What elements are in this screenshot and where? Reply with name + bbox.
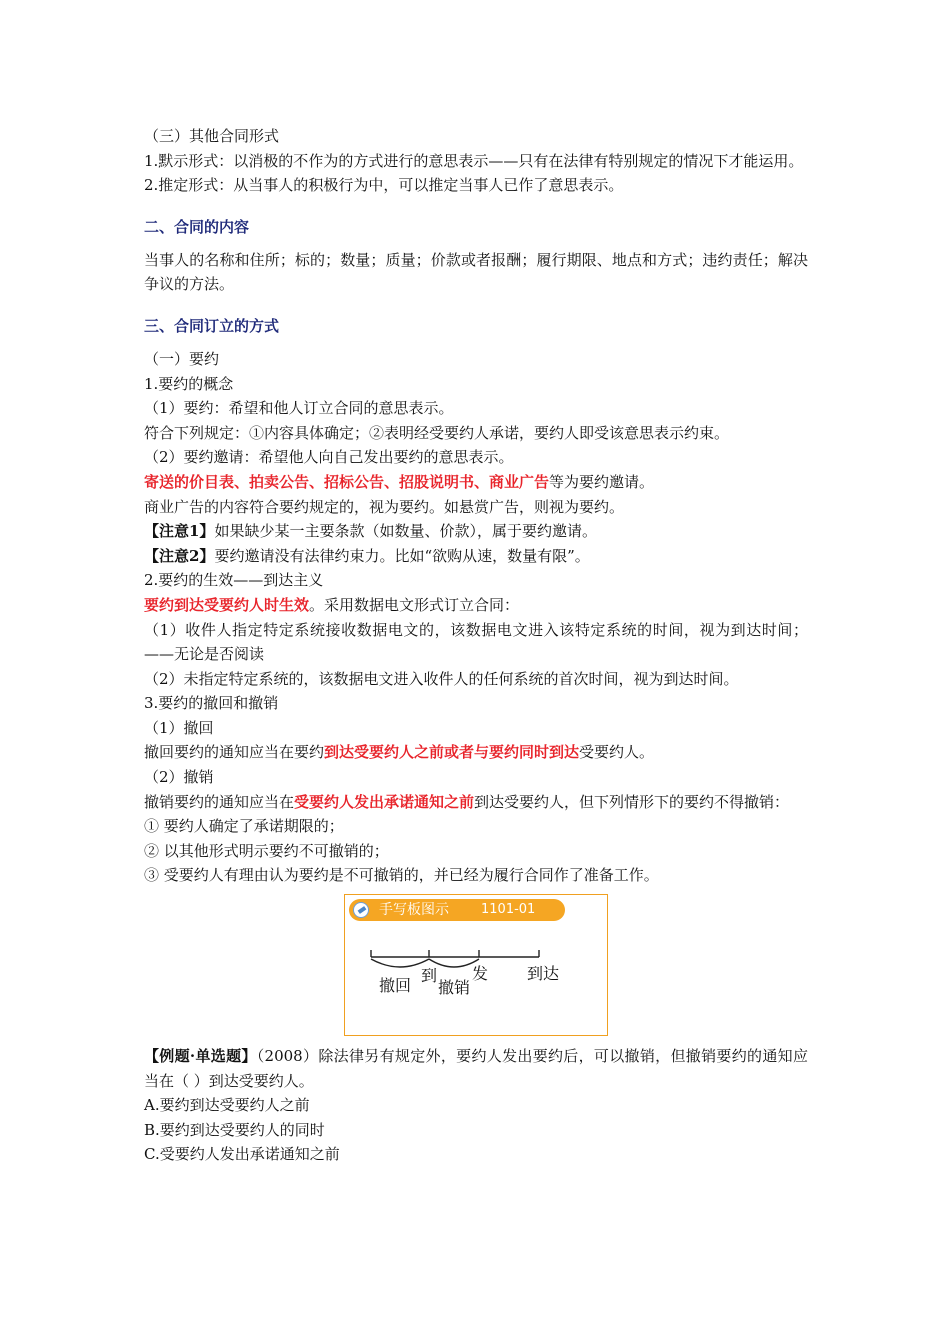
note-2-text: 要约邀请没有法律约束力。比如“欲购从速，数量有限”。 [214, 546, 590, 565]
subheading-withdraw: （1）撤回 [144, 718, 214, 737]
withdraw-rule-highlight: 到达受要约人之前或者与要约同时到达 [324, 743, 580, 762]
note-1-text: 如果缺少某一主要条款（如数量、价款），属于要约邀请。 [214, 522, 597, 541]
title-withdraw-revoke: 3.要约的撤回和撤销 [144, 694, 279, 713]
offer-effect-highlight: 要约到达受要约人时生效 [144, 595, 310, 614]
example-option-a: A.要约到达受要约人之前 [144, 1096, 310, 1115]
revoke-case-2: ② 以其他形式明示要约不可撤销的； [144, 841, 389, 860]
document-content [144, 124, 808, 1167]
withdraw-rule-pre: 撤回要约的通知应当在要约 [144, 743, 325, 762]
handwriting-board-figure [344, 894, 608, 1036]
withdraw-rule [144, 740, 808, 765]
offer-definition: （1）要约：希望和他人订立合同的意思表示。 [144, 399, 454, 418]
effect-item-2: （2）未指定特定系统的，该数据电文进入收件人的任何系统的首次时间，视为到达时间。 [144, 669, 739, 688]
invitation-definition: （2）要约邀请：希望他人向自己发出要约的意思表示。 [144, 448, 514, 467]
label-arrive-2: 到达 [527, 964, 560, 984]
figure-title: 手写板图示 [379, 902, 449, 919]
figure-code: 1101-01 [481, 902, 536, 918]
offer-rules: 符合下列规定：①内容具体确定；②表明经受要约人承诺，要约人即受该意思表示约束。 [144, 423, 730, 442]
note-2-tag: 【注意2】 [144, 546, 215, 565]
label-withdraw: 撤回 [379, 976, 412, 996]
subheading-revoke: （2）撤销 [144, 768, 214, 787]
offer-effect [144, 593, 808, 618]
invitation-examples [144, 470, 808, 495]
paragraph-implied-form: 1.默示形式：以消极的不作为的方式进行的意思表示——只有在法律有特别规定的情况下才能运用。 [144, 151, 804, 170]
offer-effect-rest: 。采用数据电文形式订立合同： [309, 595, 520, 614]
label-send: 发 [472, 964, 489, 984]
advertisement-note: 商业广告的内容符合要约规定的，视为要约。如悬赏广告，则视为要约。 [144, 497, 625, 516]
invitation-examples-rest: 等为要约邀请。 [549, 472, 655, 491]
example-tag: 【例题·单选题】 [144, 1047, 257, 1066]
effect-item-1: （1）收件人指定特定系统接收数据电文的，该数据电文进入该特定系统的时间，视为到达时间；——无论是否阅读 [144, 620, 808, 664]
revoke-rule [144, 790, 808, 815]
revoke-case-1: ① 要约人确定了承诺期限的； [144, 817, 344, 836]
example-text: （2008）除法律另有规定外，要约人发出要约后，可以撤销，但撤销要约的通知应当在（ ）到达受要约人。 [144, 1047, 808, 1090]
example-option-c: C.受要约人发出承诺通知之前 [144, 1145, 340, 1164]
note-2 [144, 544, 808, 569]
label-arrive-1: 到 [421, 966, 438, 986]
heading-contract-methods: 三、合同订立的方式 [144, 316, 280, 335]
revoke-case-3: ③ 受要约人有理由认为要约是不可撤销的，并已经为履行合同作了准备工作。 [144, 866, 659, 885]
note-1-tag: 【注意1】 [144, 522, 215, 541]
heading-contract-content: 二、合同的内容 [144, 217, 250, 236]
subheading-offer: （一）要约 [144, 349, 220, 368]
withdraw-rule-post: 受要约人。 [579, 743, 655, 762]
revoke-rule-post: 到达受要约人，但下列情形下的要约不得撤销： [474, 792, 790, 811]
subheading-other-forms: （三）其他合同形式 [144, 127, 280, 145]
paragraph-presumed-form: 2.推定形式：从当事人的积极行为中，可以推定当事人已作了意思表示。 [144, 176, 624, 195]
title-offer-effect: 2.要约的生效——到达主义 [144, 571, 324, 590]
example-question [144, 1044, 808, 1093]
timeline-diagram [345, 895, 607, 1035]
revoke-rule-pre: 撤销要约的通知应当在 [144, 792, 295, 811]
label-revoke: 撤销 [438, 978, 471, 998]
title-offer-concept: 1.要约的概念 [144, 374, 234, 393]
paragraph-contract-content: 当事人的名称和住所；标的；数量；质量；价款或者报酬；履行期限、地点和方式；违约责任；解决争议的方法。 [144, 250, 808, 294]
invitation-examples-highlight: 寄送的价目表、拍卖公告、招标公告、招股说明书、商业广告 [144, 472, 550, 491]
revoke-rule-highlight: 受要约人发出承诺通知之前 [294, 792, 475, 811]
example-option-b: B.要约到达受要约人的同时 [144, 1120, 325, 1139]
note-1 [144, 519, 808, 544]
